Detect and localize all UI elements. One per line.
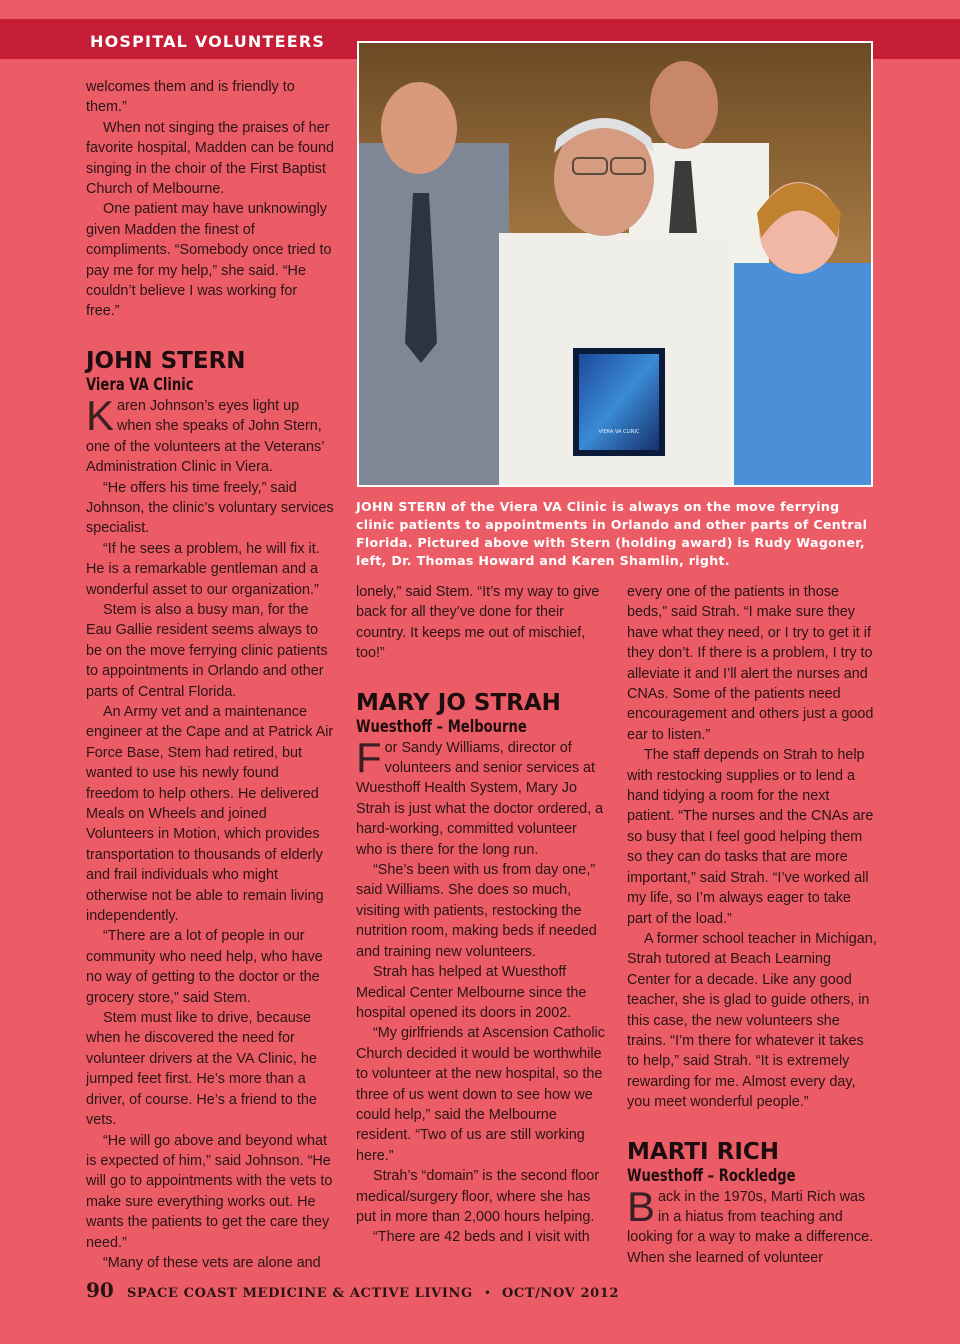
- body-paragraph: Strah has helped at Wuesthoff Medical Center Melbourne since the hospital opened its doors in 2002.: [356, 964, 587, 1021]
- publication-name: SPACE COAST MEDICINE & ACTIVE LIVING: [126, 1286, 473, 1301]
- profile-location-stern: Viera VA Clinic: [86, 374, 194, 395]
- body-paragraph: A former school teacher in Michigan, Strah tutored at Beach Learning Center for a decade. Like any good teacher, she is glad to guide others, in this case, the new volunteers she trains. “I’m there for whatever it takes to help,” said Strah. “It is extremely rewarding for me. Almost every day, you meet wonderful people.”: [627, 930, 877, 1111]
- photo-illustration: [359, 43, 871, 485]
- body-paragraph: Stem is also a busy man, for the Eau Gallie resident seems always to be on the move ferrying clinic patients to appointments in Orlando and other parts of Central Florida.: [86, 601, 328, 700]
- body-paragraph: “He offers his time freely,” said Johnson, the clinic’s voluntary services specialist.: [86, 479, 334, 537]
- body-paragraph: When not singing the praises of her favorite hospital, Madden can be found singing in the choir of the First Baptist Church of Melbourne.: [86, 119, 335, 198]
- plaque-text: VIERA VA CLINIC: [598, 429, 640, 435]
- drop-cap: F: [356, 733, 382, 781]
- body-paragraph: “He will go above and beyond what is expected of him,” said Johnson. “He will go to appointments with the vets to make sure everything works out. He wants the patients to get the care they need.”: [86, 1132, 333, 1251]
- lead-paragraph: [356, 733, 606, 860]
- group-photo: [357, 41, 873, 487]
- profile-location-strah: Wuesthoff – Melbourne: [356, 716, 527, 737]
- body-paragraph: The staff depends on Strah to help with restocking supplies or to lend a hand tidying a room for the next patient. “The nurses and the CNAs are so busy that I feel good helping them so they can do tasks that are more important,” said Strah. “I’ve worked all my life, so I’m always eager to take part of the load.”: [627, 747, 874, 927]
- page-footer: [86, 1278, 619, 1302]
- section-label: HOSPITAL VOLUNTEERS: [90, 32, 326, 51]
- body-paragraph: An Army vet and a maintenance engineer at the Cape and at Patrick Air Force Base, Stem had retired, but wanted to use his newly found freedom to help others. He delivered Meals on Wheels and joined Volunteers in Motion, which provides transportation to thousands of elderly and frail individuals who might otherwise not be able to remain living independently.: [86, 703, 334, 925]
- body-paragraph: every one of the patients in those beds,” said Strah. “I make sure they have what they need, or I try to get it if they don’t. If there is a problem, I try to alleviate it and I’ll alert the nurses and CNAs. Some of the patients need encouragement and others just a good ear to listen.”: [627, 584, 874, 743]
- footer-bullet: •: [483, 1286, 491, 1300]
- body-paragraph: “She’s been with us from day one,” said Williams. She does so much, visiting with patients, restocking the nutrition room, making beds if needed and training new volunteers.: [356, 862, 597, 960]
- page-number: 90: [86, 1278, 114, 1302]
- body-paragraph: One patient may have unknowingly given Madden the finest of compliments. “Somebody once tried to pay me for my help,” she said. “He couldn’t believe I was working for free.”: [86, 201, 332, 320]
- body-paragraph: lonely,” said Stem. “It’s my way to give back for all they’ve done for their country. It keeps me out of mischief, too!”: [356, 584, 600, 662]
- lead-paragraph: [627, 1182, 877, 1269]
- body-paragraph: “My girlfriends at Ascension Catholic Church decided it would be worthwhile to volunteer at the new hospital, so the three of us went down to see how we could help,” said the Melbourne resident. “Two of us are still working here.”: [356, 1025, 605, 1164]
- body-paragraph: Stem must like to drive, because when he discovered the need for volunteer drivers at the VA Clinic, he jumped feet first. He’s more than a driver, of course. He’s a friend to the vets.: [86, 1010, 317, 1129]
- body-paragraph: welcomes them and is friendly to them.”: [86, 79, 295, 116]
- profile-name-stern: JOHN STERN: [86, 347, 246, 374]
- profile-location-rich: Wuesthoff – Rockledge: [627, 1165, 796, 1186]
- lead-text: or Sandy Williams, director of volunteers and senior services at Wuesthoff Health System, Mary Jo Strah is just what the doctor ordered, a hard-working, committed volunteer who is there for the long run.: [356, 739, 604, 858]
- body-paragraph: Strah’s “domain” is the second floor medical/surgery floor, where she has put in more than 2,000 hours helping.: [356, 1168, 600, 1225]
- body-paragraph: “If he sees a problem, he will fix it. He is a remarkable gentleman and a wonderful asset to our organization.”: [86, 540, 320, 598]
- drop-cap: B: [627, 1182, 656, 1230]
- middle-column: [356, 582, 606, 1248]
- lead-text: aren Johnson’s eyes light up when she speaks of John Stern, one of the volunteers at the Veterans’ Administration Clinic in Viera.: [86, 397, 324, 476]
- issue-date: OCT/NOV 2012: [501, 1286, 620, 1301]
- profile-name-rich: MARTI RICH: [627, 1138, 780, 1165]
- profile-name-strah: MARY JO STRAH: [356, 689, 561, 716]
- lead-text: ack in the 1970s, Marti Rich was in a hiatus from teaching and looking for a way to make a difference. When she learned of volunteer: [627, 1188, 874, 1266]
- body-paragraph: “Many of these vets are alone and: [103, 1254, 321, 1271]
- right-column: [627, 582, 877, 1268]
- left-column: [86, 77, 334, 1273]
- photo-caption: JOHN STERN of the Viera VA Clinic is always on the move ferrying clinic patients to appointments in Orlando and other parts of Central Florida. Pictured above with Stern (holding award) is Rudy Wagoner, left, Dr. Thomas Howard and Karen Shamlin, right.: [356, 499, 868, 568]
- body-paragraph: “There are a lot of people in our community who need help, who have no way of getting to the doctor or the grocery store,” said Stem.: [86, 928, 323, 1006]
- body-paragraph: “There are 42 beds and I visit with: [373, 1229, 590, 1246]
- drop-cap: K: [86, 391, 115, 439]
- lead-paragraph: [86, 391, 334, 478]
